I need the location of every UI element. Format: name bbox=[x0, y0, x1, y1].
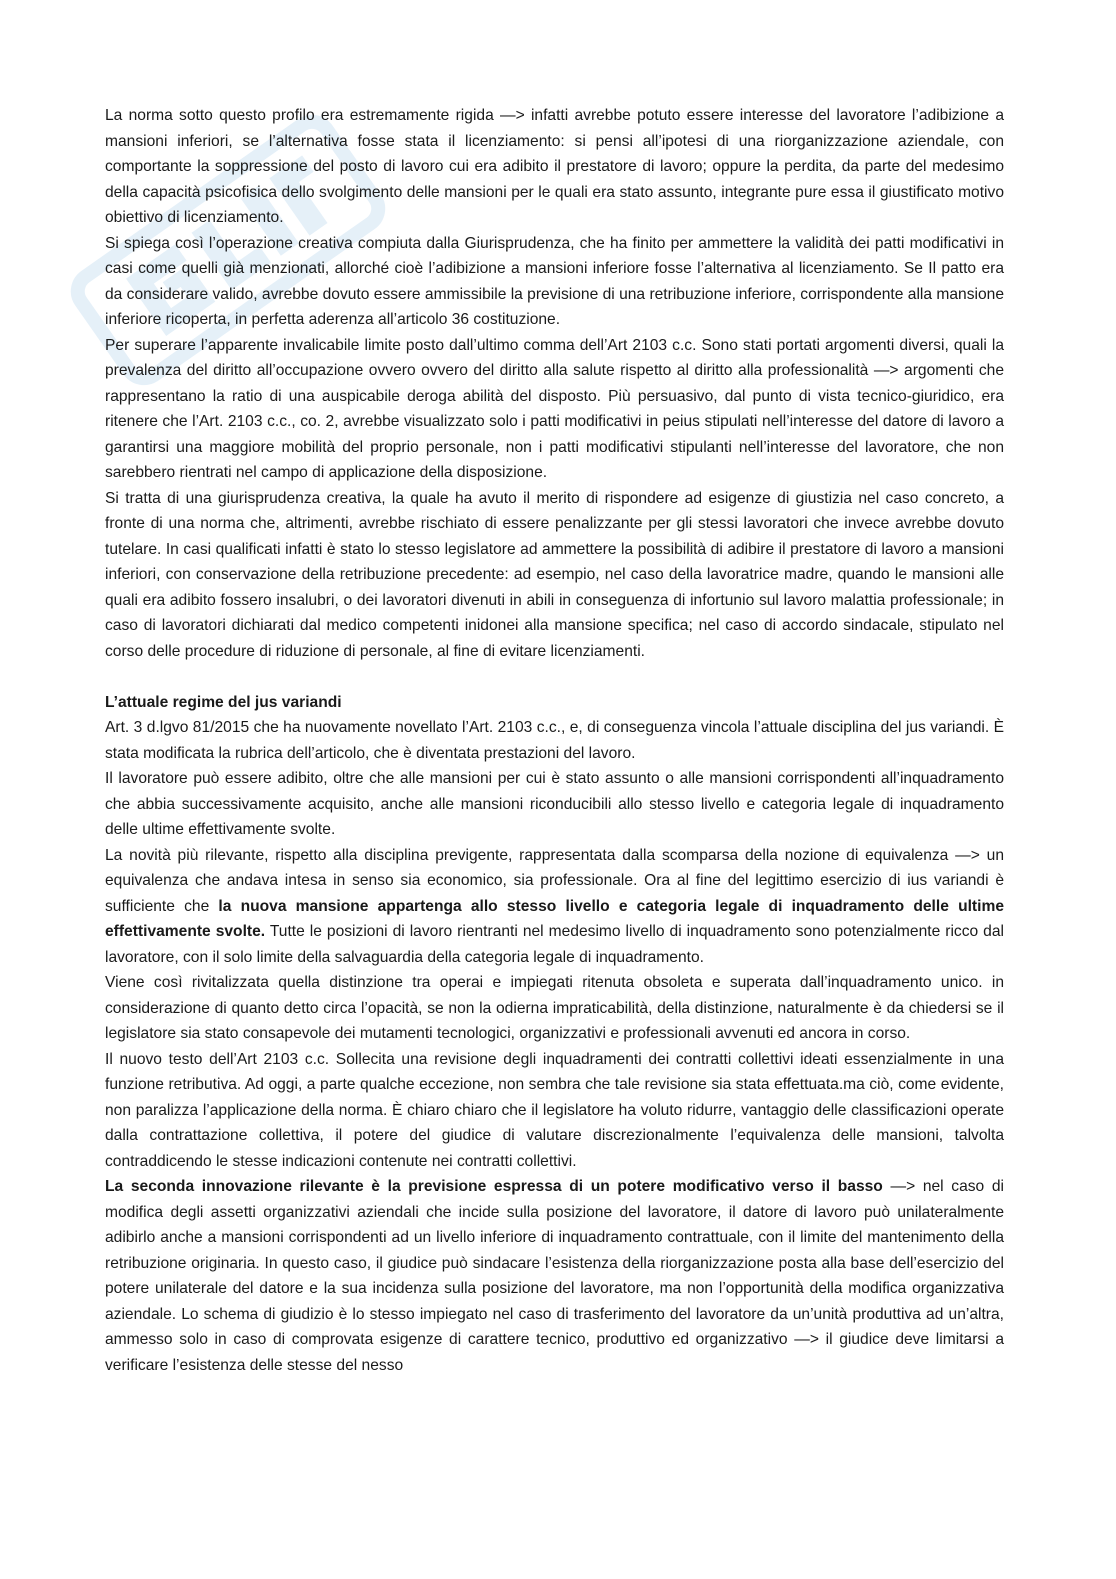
paragraph bbox=[105, 970, 1004, 1047]
paragraph bbox=[105, 486, 1004, 665]
bold-text: L’attuale regime del jus variandi bbox=[105, 693, 342, 711]
text-run: Si spiega così l’operazione creativa compiuta dalla Giurisprudenza, che ha finito per ammettere la validità dei patti modificativi in casi come quelli già menzionati, allorché cioè l’adibizione a mansioni inferiore fosse l’alternativa al licenziamento. Se Il patto era da considerare valido, avrebbe dovuto essere ammissibile la previsione di una retribuzione inferiore, corrispondente alla mansione inferiore ricoperta, in perfetta aderenza all’articolo 36 costituzione. bbox=[105, 234, 1004, 328]
paragraph bbox=[105, 333, 1004, 486]
text-run: Il nuovo testo dell’Art 2103 c.c. Sollecita una revisione degli inquadramenti dei contratti collettivi ideati essenzialmente in una funzione retributiva. Ad oggi, a parte qualche eccezione, non sembra che tale revisione sia stata effettuata.ma ciò, come evidente, non paralizza l’applicazione della norma. È chiaro chiaro che il legislatore ha voluto ridurre, vantaggio delle classificazioni operate dalla contrattazione collettiva, il potere del giudice di valutare discrezionalmente l’equivalenza delle mansioni, talvolta contraddicendo le stesse indicazioni contenute nei contratti collettivi. bbox=[105, 1050, 1004, 1170]
text-run: Per superare l’apparente invalicabile limite posto dall’ultimo comma dell’Art 2103 c.c. Sono stati portati argomenti diversi, quali la prevalenza del diritto all’occupazione ovvero ovvero del diritto alla salute rispetto al diritto alla professionalità —> argomenti che rappresentano la ratio di una auspicabile deroga abilità del disposto. Più persuasivo, dal punto di vista tecnico-giuridico, era ritenere che l’Art. 2103 c.c., co. 2, avrebbe visualizzato solo i patti modificativi in peius stipulati nell’interesse del datore di lavoro a garantirsi una maggiore mobilità del proprio personale, non i patti modificativi stipulanti nell’interesse del lavoratore, che non sarebbero rientrati nel campo di applicazione della disposizione. bbox=[105, 336, 1004, 481]
bold-text: la nuova mansione appartenga allo stesso livello e categoria legale di inquadramento delle ultime effettivamente svolte. bbox=[105, 897, 1004, 940]
paragraph bbox=[105, 843, 1004, 971]
section-heading bbox=[105, 690, 1004, 716]
bold-text: La seconda innovazione rilevante è la previsione espressa di un potere modificativo verso il basso bbox=[105, 1178, 883, 1195]
text-run: Art. 3 d.lgvo 81/2015 che ha nuovamente novellato l’Art. 2103 c.c., e, di conseguenza vincola l’attuale disciplina del jus variandi. È stata modificata la rubrica dell’articolo, che è diventata prestazioni del lavoro. bbox=[105, 719, 1004, 762]
text-run: Viene così rivitalizzata quella distinzione tra operai e impiegati ritenuta obsoleta e superata dall’inquadramento unico. in considerazione di quanto detto circa l’opacità, se non la odierna impraticabilità, della distinzione, naturalmente è da chiedersi se il legislatore sia stato consapevole dei mutamenti tecnologici, organizzativi e professionali avvenuti ed ancora in corso. bbox=[105, 974, 1004, 1042]
paragraph-spacer bbox=[105, 664, 1004, 690]
paragraph bbox=[105, 103, 1004, 231]
text-run: Il lavoratore può essere adibito, oltre che alle mansioni per cui è stato assunto o alle mansioni corrispondenti all’inquadramento che abbia successivamente acquisito, anche alle mansioni riconducibili allo stesso livello e categoria legale di inquadramento delle ultime effettivamente svolte. bbox=[105, 770, 1004, 838]
text-run: Tutte le posizioni di lavoro rientranti nel medesimo livello di inquadramento sono potenzialmente ricco dal lavoratore, con il solo limite della salvaguardia della categoria legale di inquadramento. bbox=[105, 923, 1004, 966]
text-run: La norma sotto questo profilo era estremamente rigida —> infatti avrebbe potuto essere interesse del lavoratore l’adibizione a mansioni inferiori, se l’alternativa fosse stata il licenziamento: si pensi all’ipotesi di una riorganizzazione aziendale, con comportante la soppressione del posto di lavoro cui era adibito il prestatore di lavoro; oppure la perdita, da parte del medesimo della capacità psicofisica dello svolgimento delle mansioni per le quali era stato assunto, integrante pure essa il giustificato motivo obiettivo di licenziamento. bbox=[105, 107, 1004, 226]
paragraph bbox=[105, 1174, 1004, 1378]
text-run: La novità più rilevante, rispetto alla disciplina previgente, rappresentata dalla scomparsa della nozione di equivalenza —> un equivalenza che andava intesa in senso sia economico, sia professionale. Ora al fine del legittimo esercizio di ius variandi è sufficiente che bbox=[105, 846, 1004, 915]
text-run: —> nel caso di modifica degli assetti organizzativi aziendali che incide sulla posizione del lavoratore, il datore di lavoro può unilateralmente adibirlo anche a mansioni corrispondenti ad un livello inferiore di inquadramento contrattuale, con il limite del mantenimento della retribuzione originaria. In questo caso, il giudice può sindacare l’esistenza della riorganizzazione posta alla base dell’esercizio del potere unilaterale del datore e la sua incidenza sulla posizione del lavoratore, ma non l’opportunità della modifica organizzativa aziendale. Lo schema di giudizio è lo stesso impiegato nel caso di trasferimento del lavoratore da un’unità produttiva ad un’altra, ammesso solo in caso di comprovata esigenze di carattere tecnico, produttivo ed organizzativo —> il giudice deve limitarsi a verificare l’esistenza delle stesse del nesso bbox=[105, 1178, 1005, 1374]
text-run: Si tratta di una giurisprudenza creativa, la quale ha avuto il merito di rispondere ad esigenze di giustizia nel caso concreto, a fronte di una norma che, altrimenti, avrebbe rischiato di essere penalizzante per gli stessi lavoratori che invece avrebbe dovuto tutelare. In casi qualificati infatti è stato lo stesso legislatore ad ammettere la possibilità di adibire il prestatore di lavoro a mansioni inferiori, con conservazione della retribuzione precedente: ad esempio, nel caso della lavoratrice madre, quando le mansioni alle quali era adibito fossero insalubri, o dei lavoratori divenuti in abili in conseguenza di infortunio sul lavoro malattia professionale; in caso di lavoratori dichiarati dal medico competenti inidonei alla mansione specifica; nel caso di accordo sindacale, stipulato nel corso delle procedure di riduzione di personale, al fine di evitare licenziamenti. bbox=[105, 489, 1004, 660]
paragraph bbox=[105, 1047, 1004, 1175]
paragraph bbox=[105, 715, 1004, 766]
paragraph bbox=[105, 231, 1004, 333]
document-body bbox=[105, 103, 1004, 1378]
paragraph bbox=[105, 766, 1004, 843]
